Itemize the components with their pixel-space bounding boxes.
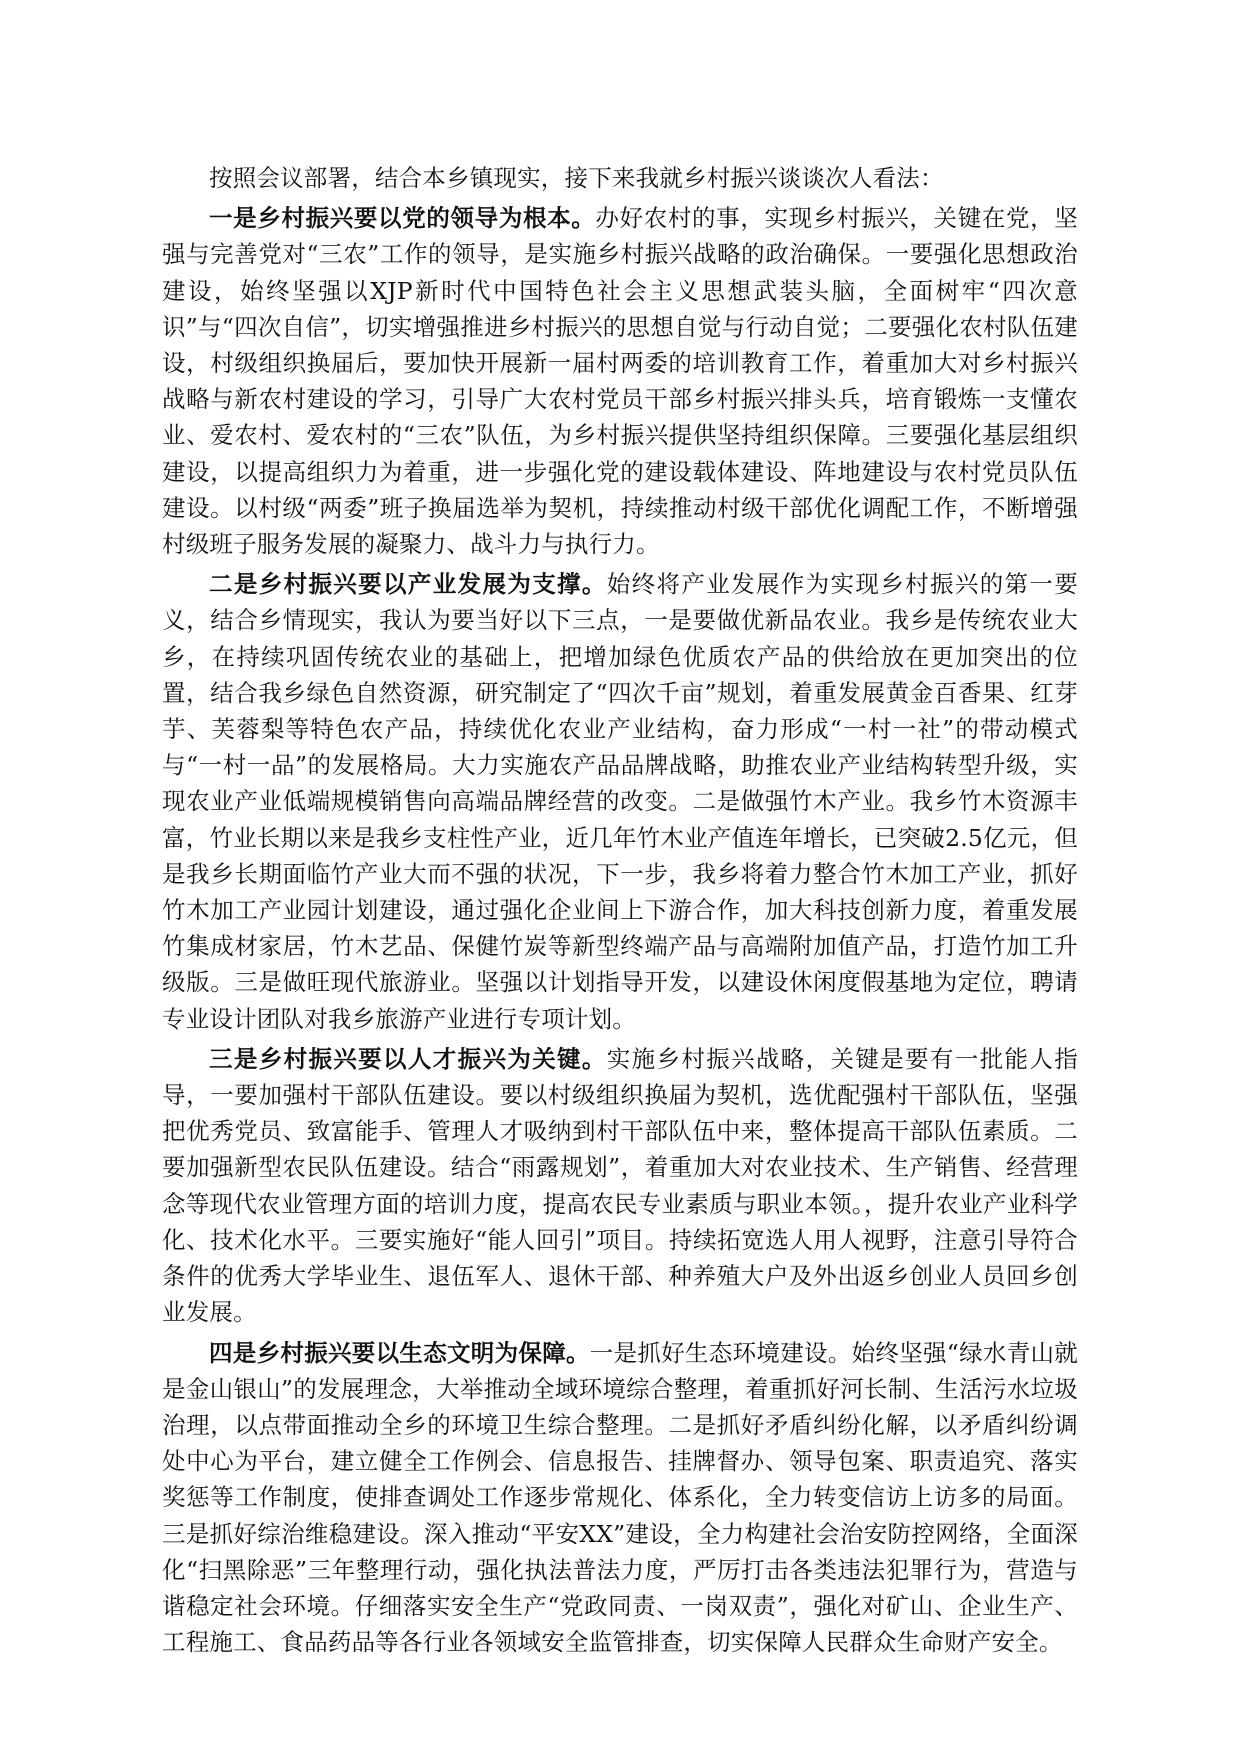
section-heading-4: 四是乡村振兴要以生态文明为保障。: [209, 1338, 590, 1367]
section-heading-2: 二是乡村振兴要以产业发展为支撑。: [209, 570, 607, 599]
document-body: [162, 160, 1078, 1664]
section-paragraph-4: [162, 1335, 1078, 1661]
section-body-4: 一是抓好生态环境建设。始终坚强“绿水青山就是金山银山”的发展理念，大举推动全域环境综合整理，着重抓好河长制、生活污水垃圾治理，以点带面推动全乡的环境卫生综合整理。二是抓好矛盾纠纷化解，以矛盾纠纷调处中心为平台，建立健全工作例会、信息报告、挂牌督办、领导包案、职责追究、落实奖惩等工作制度，使排查调处工作逐步常规化、体系化，全力转变信访上访多的局面。三是抓好综治维稳建设。深入推动“平安XX”建设，全力构建社会治安防控网络，全面深化“扫黑除恶”三年整理行动，强化执法普法力度，严厉打击各类违法犯罪行为，营造与谐稳定社会环境。仔细落实安全生产“党政同责、一岗双责”，强化对矿山、企业生产、工程施工、食品药品等各行业各领域安全监管排查，切实保障人民群众生命财产安全。: [162, 1338, 1078, 1657]
section-paragraph-2: [162, 566, 1078, 1037]
section-body-3: 实施乡村振兴战略，关键是要有一批能人指导，一要加强村干部队伍建设。要以村级组织换届为契机，选优配强村干部队伍，坚强把优秀党员、致富能手、管理人才吸纳到村干部队伍中来，整体提高干部队伍素质。二要加强新型农民队伍建设。结合“雨露规划”，着重加大对农业技术、生产销售、经营理念等现代农业管理方面的培训力度，提高农民专业素质与职业本领。，提升农业产业科学化、技术化水平。三要实施好“能人回引”项目。持续拓宽选人用人视野，注意引导符合条件的优秀大学毕业生、退伍军人、退休干部、种养殖大户及外出返乡创业人员回乡创业发展。: [162, 1044, 1078, 1327]
section-heading-3: 三是乡村振兴要以人才振兴为关键。: [209, 1044, 607, 1073]
section-body-2: 始终将产业发展作为实现乡村振兴的第一要义，结合乡情现实，我认为要当好以下三点，一是要做优新品农业。我乡是传统农业大乡，在持续巩固传统农业的基础上，把增加绿色优质农产品的供给放在更加突出的位置，结合我乡绿色自然资源，研究制定了“四次千亩”规划，着重发展黄金百香果、红芽芋、芙蓉梨等特色农产品，持续优化农业产业结构，奋力形成“一村一社”的带动模式与“一村一品”的发展格局。大力实施农产品品牌战略，助推农业产业结构转型升级，实现农业产业低端规模销售向高端品牌经营的改变。二是做强竹木产业。我乡竹木资源丰富，竹业长期以来是我乡支柱性产业，近几年竹木业产值连年增长，已突破2.5亿元，但是我乡长期面临竹产业大而不强的状况，下一步，我乡将着力整合竹木加工产业，抓好竹木加工产业园计划建设，通过强化企业间上下游合作，加大科技创新力度，着重发展竹集成材家居，竹木艺品、保健竹炭等新型终端产品与高端附加值产品，打造竹加工升级版。三是做旺现代旅游业。坚强以计划指导开发，以建设休闲度假基地为定位，聘请专业设计团队对我乡旅游产业进行专项计划。: [162, 570, 1078, 1033]
section-paragraph-1: [162, 200, 1078, 562]
section-paragraph-3: [162, 1041, 1078, 1331]
section-body-1: 办好农村的事，实现乡村振兴，关键在党，坚强与完善党对“三农”工作的领导，是实施乡村振兴战略的政治确保。一要强化思想政治建设，始终坚强以XJP新时代中国特色社会主义思想武装头脑，全面树牢“四次意识”与“四次自信”，切实增强推进乡村振兴的思想自觉与行动自觉；二要强化农村队伍建设，村级组织换届后，要加快开展新一届村两委的培训教育工作，着重加大对乡村振兴战略与新农村建设的学习，引导广大农村党员干部乡村振兴排头兵，培育锻炼一支懂农业、爱农村、爱农村的“三农”队伍，为乡村振兴提供坚持组织保障。三要强化基层组织建设，以提高组织力为着重，进一步强化党的建设载体建设、阵地建设与农村党员队伍建设。以村级“两委”班子换届选举为契机，持续推动村级干部优化调配工作，不断增强村级班子服务发展的凝聚力、战斗力与执行力。: [162, 204, 1078, 559]
intro-paragraph: 按照会议部署，结合本乡镇现实，接下来我就乡村振兴谈谈次人看法：: [209, 164, 944, 192]
section-heading-1: 一是乡村振兴要以党的领导为根本。: [209, 204, 596, 233]
